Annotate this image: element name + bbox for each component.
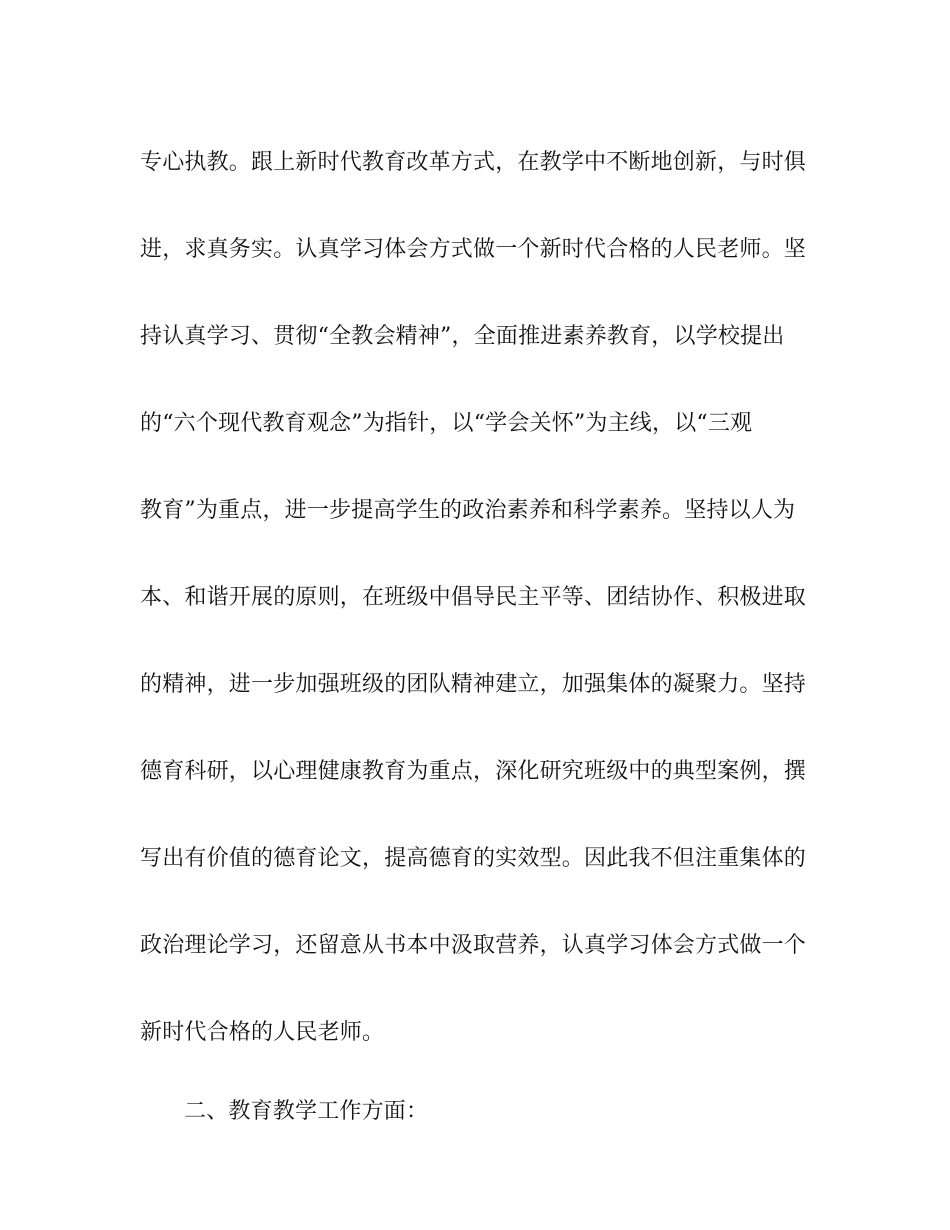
paragraph-line: 教育”为重点，进一步提高学生的政治素养和科学素养。坚持以人为 bbox=[140, 498, 796, 523]
paragraph-line: 写出有价值的德育论文，提高德育的实效型。因此我不但注重集体的 bbox=[140, 846, 807, 871]
body-text bbox=[140, 138, 807, 1174]
paragraph-line: 本、和谐开展的原则，在班级中倡导民主平等、团结协作、积极进取 bbox=[140, 585, 807, 610]
paragraph-line: 新时代合格的人民老师。 bbox=[140, 1020, 385, 1045]
section-heading: 二、教育教学工作方面： bbox=[184, 1099, 429, 1124]
paragraph-line: 专心执教。跟上新时代教育改革方式，在教学中不断地创新，与时俱 bbox=[140, 150, 807, 175]
paragraph-line: 持认真学习、贯彻“全教会精神”，全面推进素养教育，以学校提出 bbox=[140, 324, 785, 349]
paragraph-line: 的精神，进一步加强班级的团队精神建立，加强集体的凝聚力。坚持 bbox=[140, 672, 807, 697]
paragraph-line: 的“六个现代教育观念”为指针，以“学会关怀”为主线，以“三观 bbox=[140, 411, 753, 436]
paragraph-line: 德育科研，以心理健康教育为重点，深化研究班级中的典型案例，撰 bbox=[140, 759, 807, 784]
paragraph-line: 进，求真务实。认真学习体会方式做一个新时代合格的人民老师。坚 bbox=[140, 237, 807, 262]
paragraph-line: 政治理论学习，还留意从书本中汲取营养，认真学习体会方式做一个 bbox=[140, 933, 807, 958]
